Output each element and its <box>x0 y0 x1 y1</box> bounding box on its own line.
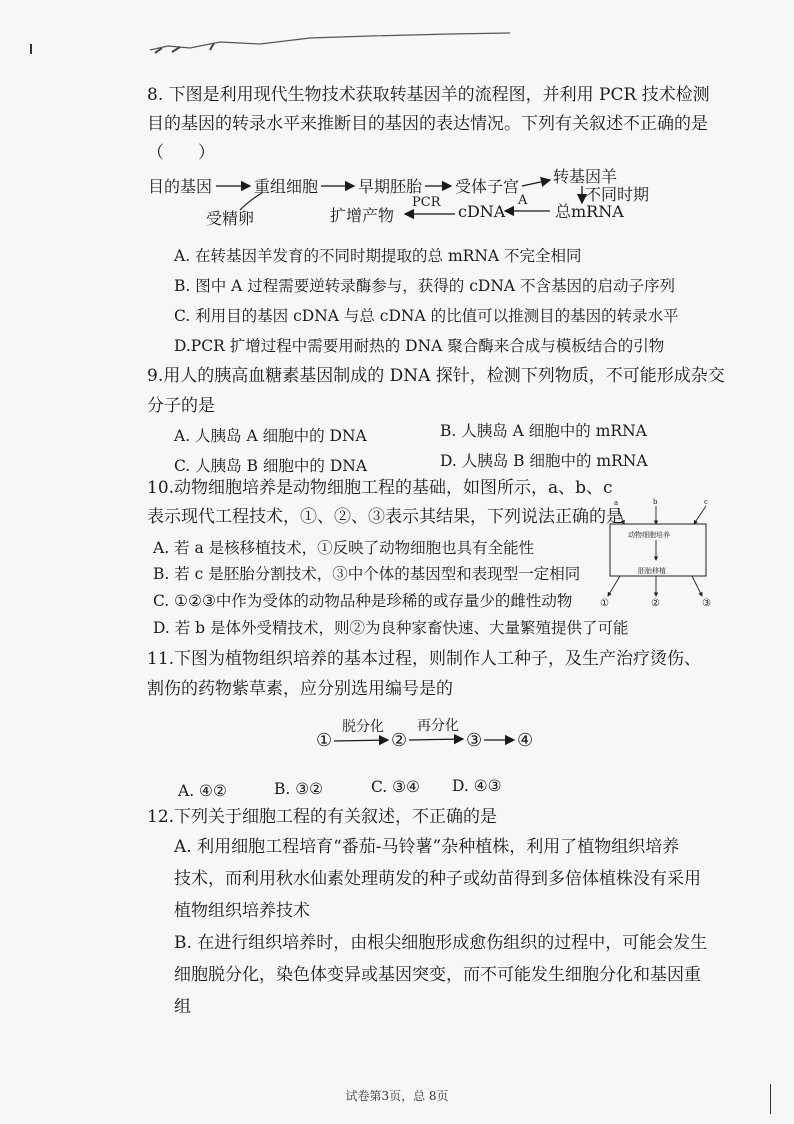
q10-option-a: A. 若 a 是核移植技术，①反映了动物细胞也具有全能性 <box>153 539 535 557</box>
q8-answer-paren: （ ） <box>147 143 215 163</box>
q11-label-dedifferentiation: 脱分化 <box>342 719 384 735</box>
q9-line1: 9.用人的胰高血糖素基因制成的 DNA 探针，检测下列物质，不可能形成杂交 <box>147 366 725 386</box>
q8-option-a: A. 在转基因羊发育的不同时期提取的总 mRNA 不完全相同 <box>174 247 582 265</box>
q10-option-b: B. 若 c 是胚胎分割技术，③中个体的基因型和表现型一定相同 <box>153 565 581 583</box>
q11-option-d: D. ④③ <box>452 777 502 795</box>
q10-fig-result-3: ③ <box>702 598 711 609</box>
q11-step-4: ④ <box>517 730 534 751</box>
q11-option-b: B. ③② <box>274 780 324 798</box>
q10-fig-label-c: c <box>704 498 708 506</box>
q11-line2: 割伤的药物紫草素，应分别选用编号是的 <box>147 679 453 699</box>
q12-option-a-line3: 植物组织培养技术 <box>174 901 310 921</box>
q11-step-2: ② <box>391 730 408 751</box>
q10-line2: 表示现代工程技术，①、②、③表示其结果，下列说法正确的是 <box>147 507 623 527</box>
q11-step-3: ③ <box>466 730 483 751</box>
q10-option-d: D. 若 b 是体外受精技术，则②为良种家畜快速、大量繁殖提供了可能 <box>153 619 629 637</box>
q12-option-b-line2: 细胞脱分化，染色体变异或基因突变，而不可能发生细胞分化和基因重 <box>174 965 701 985</box>
q10-fig-result-2: ② <box>651 598 660 609</box>
q10-fig-label-a: a <box>614 499 619 507</box>
page-footer: 试卷第3页，总 8页 <box>345 1089 449 1103</box>
flow-node-target-gene: 目的基因 <box>148 177 213 196</box>
flow-node-recipient-uterus: 受体子宫 <box>455 177 520 196</box>
q8-option-c: C. 利用目的基因 cDNA 与总 cDNA 的比值可以推测目的基因的转录水平 <box>174 307 679 325</box>
q10-option-c: C. ①②③中作为受体的动物品种是珍稀的或存量少的雌性动物 <box>153 592 573 610</box>
flow-node-fertilized-egg: 受精卵 <box>206 209 255 228</box>
flow-node-early-embryo: 早期胚胎 <box>358 177 423 196</box>
q8-option-b: B. 图中 A 过程需要逆转录酶参与，获得的 cDNA 不含基因的启动子序列 <box>174 277 676 295</box>
q10-line1: 10.动物细胞培养是动物细胞工程的基础，如图所示，a、b、c <box>147 478 613 498</box>
q10-fig-box-embryo-transfer: 胚胎移植 <box>638 567 666 575</box>
q11-option-c: C. ③④ <box>371 778 420 796</box>
q11-line1: 11.下图为植物组织培养的基本过程，则制作人工种子，及生产治疗烫伤、 <box>147 649 702 669</box>
flow-node-cdna: cDNA <box>458 202 506 221</box>
flow-node-transgenic-sheep: 转基因羊 <box>553 167 618 186</box>
q9-option-d: D. 人胰岛 B 细胞中的 mRNA <box>440 452 648 470</box>
flow-label-different-periods: 不同时期 <box>585 185 650 204</box>
q8-line1: 8. 下图是利用现代生物技术获取转基因羊的流程图，并利用 PCR 技术检测 <box>147 85 710 105</box>
q8-line2: 目的基因的转录水平来推断目的基因的表达情况。下列有关叙述不正确的是 <box>147 114 708 134</box>
q12-option-b-line1: B. 在进行组织培养时，由根尖细胞形成愈伤组织的过程中，可能会发生 <box>174 933 708 953</box>
q10-fig-label-b: b <box>653 498 658 506</box>
q12-option-a-line2: 技术，而利用秋水仙素处理萌发的种子或幼苗得到多倍体植株没有采用 <box>174 869 701 889</box>
flow-label-pcr: PCR <box>412 195 441 210</box>
flow-label-a: A <box>518 193 528 208</box>
q9-option-c: C. 人胰岛 B 细胞中的 DNA <box>174 457 368 475</box>
q9-option-b: B. 人胰岛 A 细胞中的 mRNA <box>440 422 647 440</box>
q12-option-b-line3: 组 <box>174 997 191 1017</box>
q11-option-a: A. ④② <box>178 782 227 800</box>
q11-step-1: ① <box>316 730 333 751</box>
q11-label-redifferentiation: 再分化 <box>417 718 459 734</box>
q12-option-a-line1: A. 利用细胞工程培育“番茄-马铃薯”杂种植株，利用了植物组织培养 <box>174 837 680 857</box>
q12-line1: 12.下列关于细胞工程的有关叙述，不正确的是 <box>147 807 498 827</box>
q10-fig-box-cell-culture: 动物细胞培养 <box>628 531 670 539</box>
q8-option-d: D.PCR 扩增过程中需要用耐热的 DNA 聚合酶来合成与模板结合的引物 <box>174 337 665 355</box>
q9-option-a: A. 人胰岛 A 细胞中的 DNA <box>174 427 367 445</box>
q10-fig-result-1: ① <box>600 598 609 609</box>
q9-line2: 分子的是 <box>147 396 215 416</box>
flow-node-amplified-product: 扩增产物 <box>330 206 395 225</box>
flow-node-total-mrna: 总mRNA <box>555 202 624 221</box>
flow-node-recombinant-cell: 重组细胞 <box>254 177 319 196</box>
